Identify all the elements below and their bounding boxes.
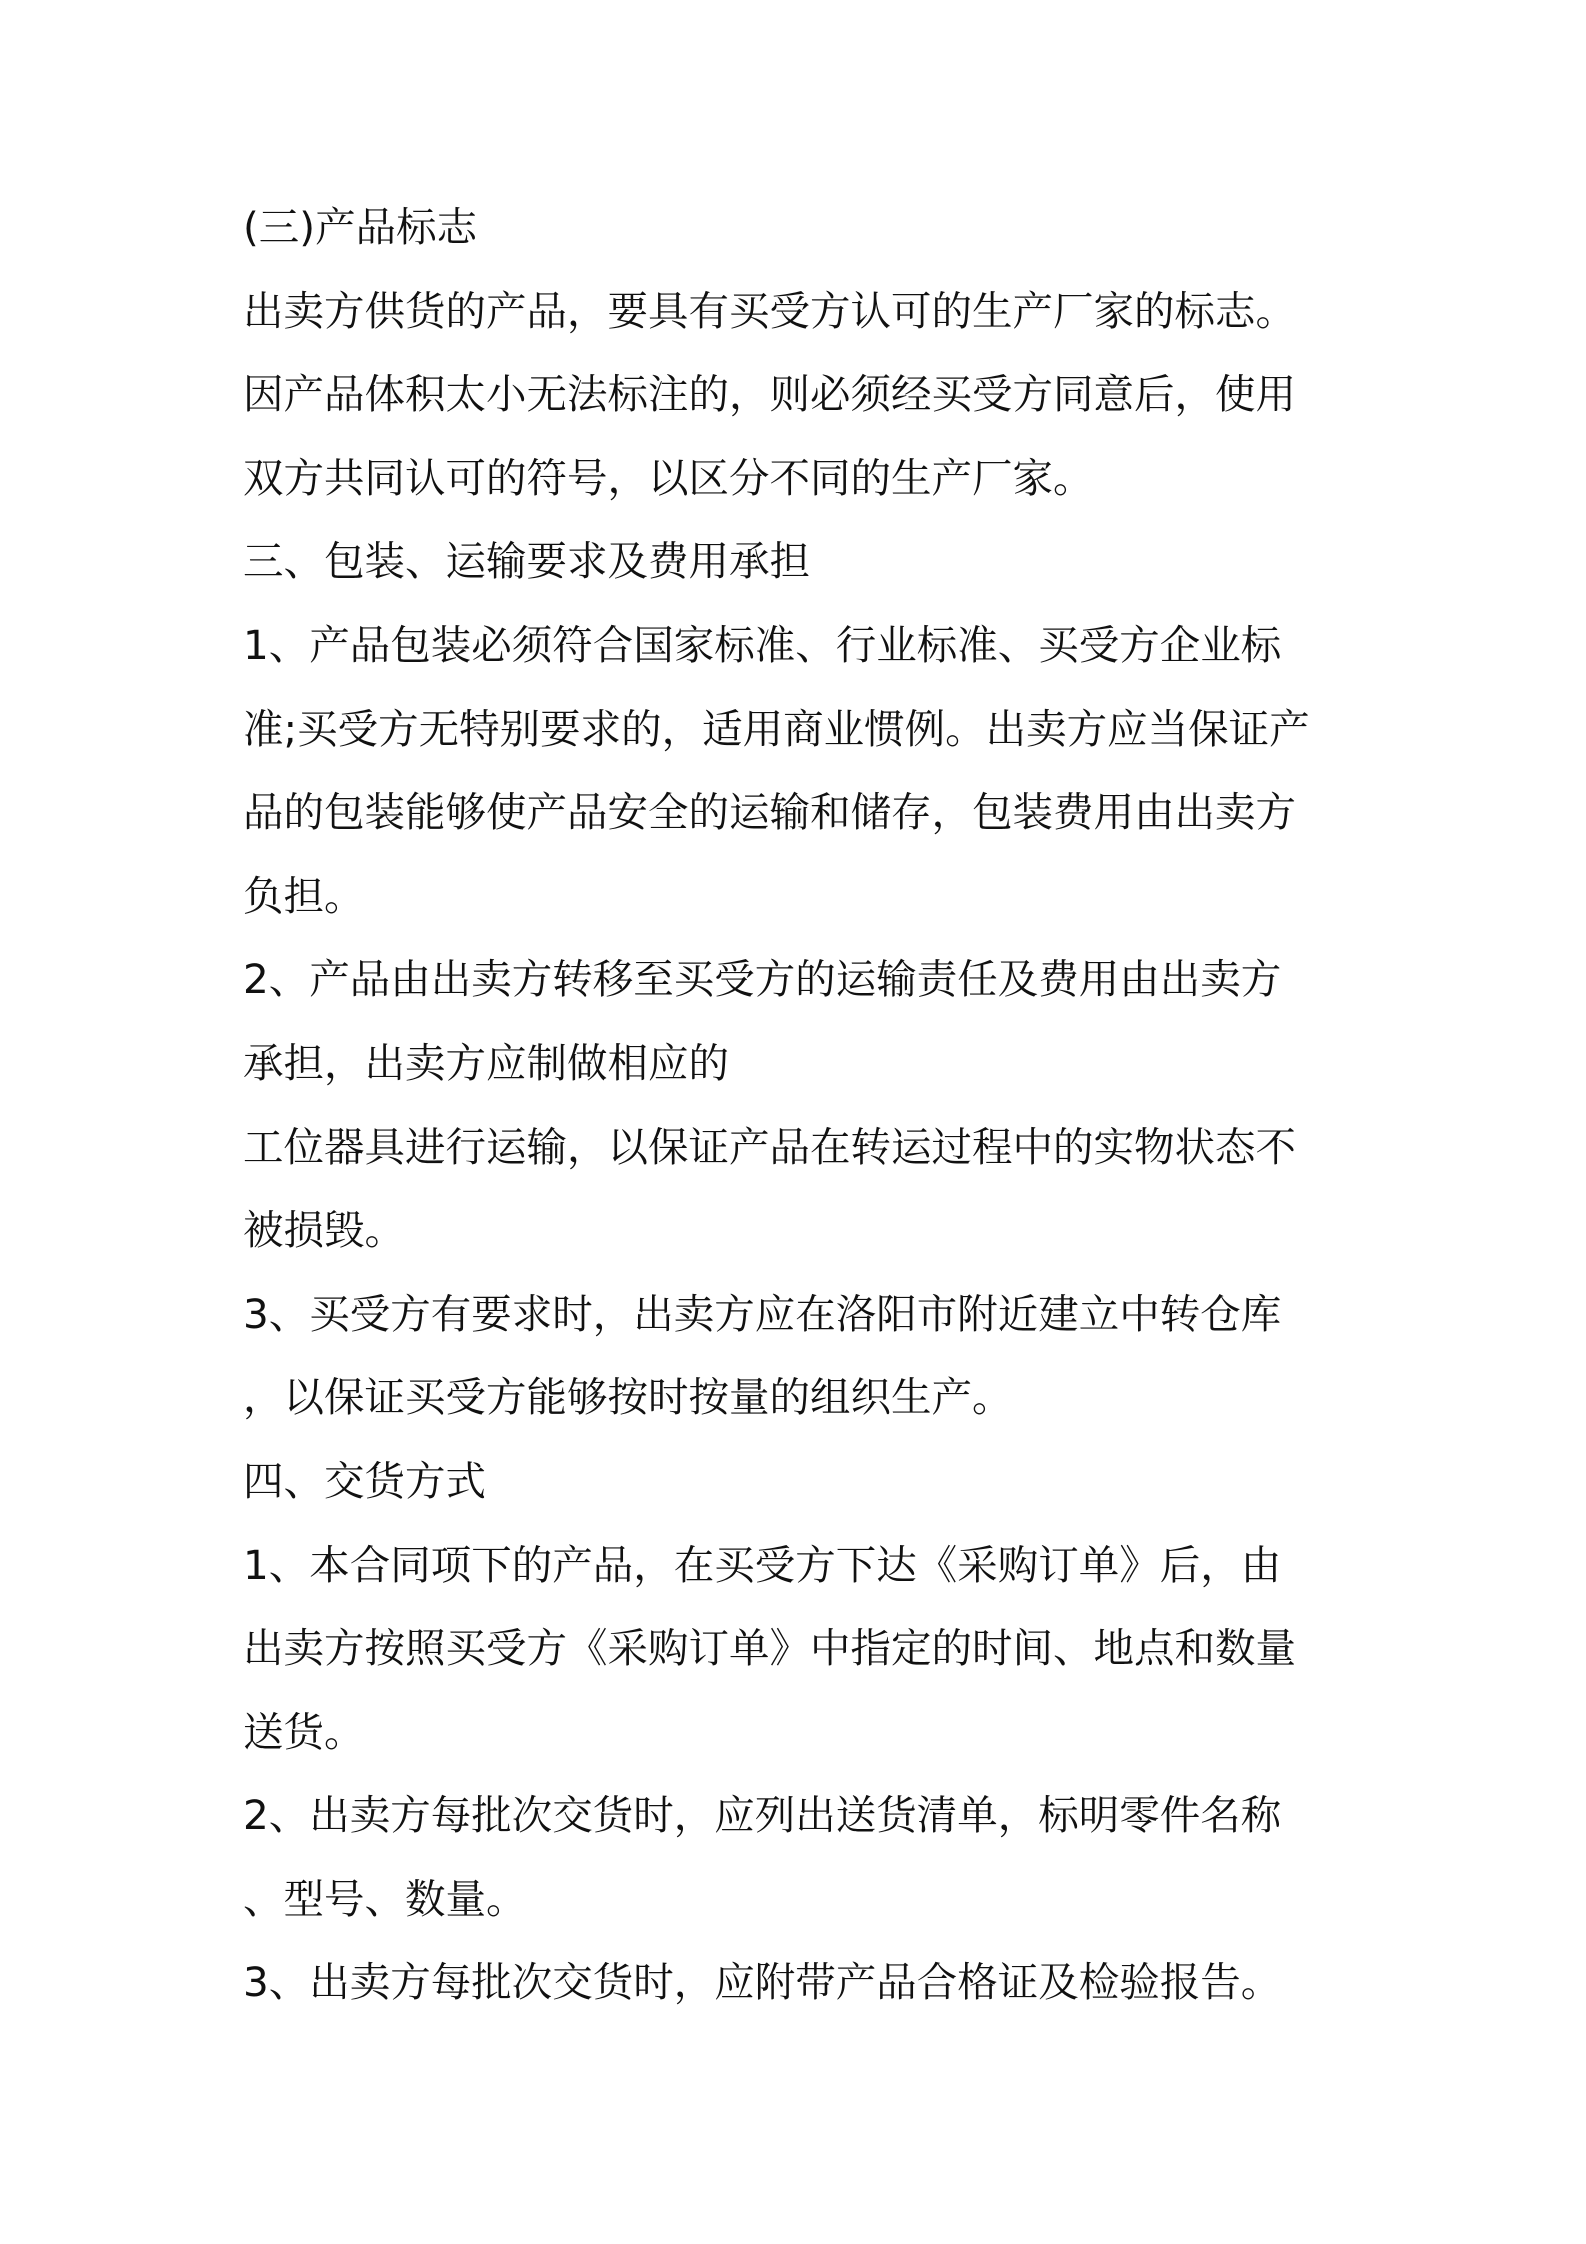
paragraph-line: 双方共同认可的符号，以区分不同的生产厂家。 [243, 453, 1094, 502]
paragraph-line: 工位器具进行运输，以保证产品在转运过程中的实物状态不 [243, 1122, 1296, 1171]
paragraph-line: 负担。 [243, 871, 365, 920]
paragraph-line: 准;买受方无特别要求的，适用商业惯例。出卖方应当保证产 [243, 704, 1310, 753]
paragraph-line: 出卖方供货的产品，要具有买受方认可的生产厂家的标志。 [243, 286, 1296, 335]
paragraph-line: 1、产品包装必须符合国家标准、行业标准、买受方企业标 [243, 620, 1282, 669]
paragraph-line: 1、本合同项下的产品，在买受方下达《采购订单》后，由 [243, 1540, 1282, 1589]
paragraph-line: 、型号、数量。 [243, 1874, 527, 1923]
paragraph-line: 3、出卖方每批次交货时，应附带产品合格证及检验报告。 [243, 1958, 1282, 2007]
section-heading-delivery-method: 四、交货方式 [243, 1456, 486, 1505]
paragraph-line: 承担，出卖方应制做相应的 [243, 1038, 729, 1087]
paragraph-line: ，以保证买受方能够按时按量的组织生产。 [243, 1373, 1013, 1422]
section-heading-packaging-transport: 三、包装、运输要求及费用承担 [243, 537, 810, 586]
paragraph-line: 因产品体积太小无法标注的，则必须经买受方同意后，使用 [243, 370, 1296, 419]
contract-text-block [243, 198, 1373, 2037]
paragraph-line: 品的包装能够使产品安全的运输和储存，包装费用由出卖方 [243, 788, 1296, 837]
paragraph-line: 3、买受方有要求时，出卖方应在洛阳市附近建立中转仓库 [243, 1289, 1282, 1338]
paragraph-line: 送货。 [243, 1707, 365, 1756]
paragraph-line: 2、出卖方每批次交货时，应列出送货清单，标明零件名称 [243, 1791, 1282, 1840]
paragraph-line: 出卖方按照买受方《采购订单》中指定的时间、地点和数量 [243, 1624, 1296, 1673]
paragraph-line: 2、产品由出卖方转移至买受方的运输责任及费用由出卖方 [243, 955, 1282, 1004]
paragraph-line: 被损毁。 [243, 1206, 405, 1255]
section-heading-product-marking: (三)产品标志 [243, 203, 478, 251]
